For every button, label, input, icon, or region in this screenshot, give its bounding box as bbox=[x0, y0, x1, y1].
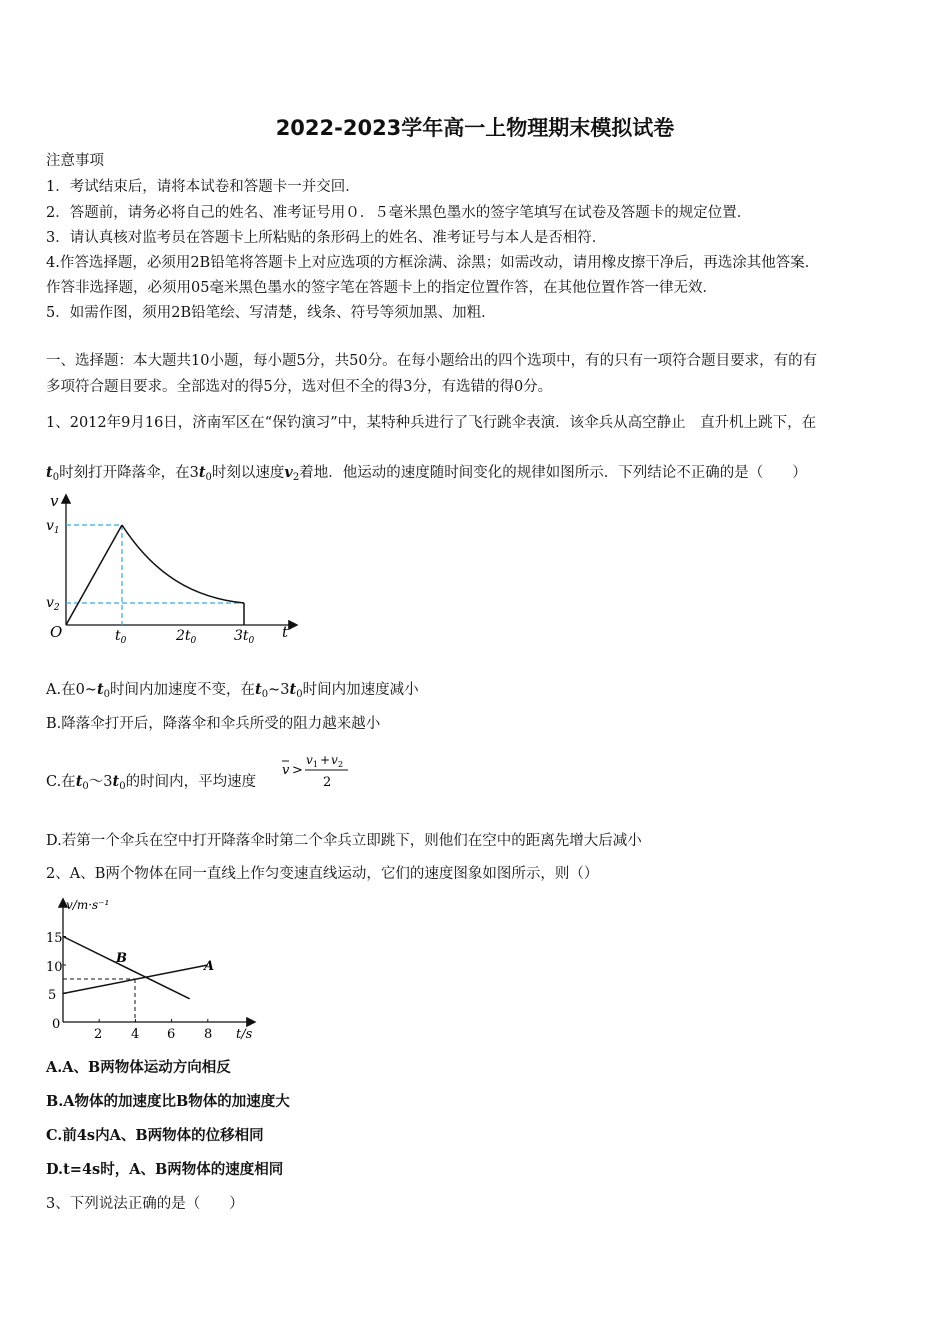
origin-label: O bbox=[50, 623, 63, 641]
tick-x-8: 8 bbox=[204, 1027, 213, 1042]
svg-text:>: > bbox=[292, 763, 303, 778]
svg-text:2: 2 bbox=[338, 760, 344, 769]
q2-option-a: A.A、B两物体运动方向相反 bbox=[46, 1059, 231, 1076]
notice-item: 5．如需作图，须用2B铅笔绘、写清楚，线条、符号等须加黑、加粗． bbox=[46, 305, 496, 321]
tick-2t0: $2t_0$ bbox=[176, 628, 197, 646]
decel-curve bbox=[122, 525, 244, 603]
q2-option-d: D.t=4s时，A、B两物体的速度相同 bbox=[46, 1161, 284, 1178]
q2-velocity-graph bbox=[44, 892, 264, 1042]
tick-y-0: 0 bbox=[52, 1017, 61, 1032]
series-label-a: A bbox=[204, 959, 215, 974]
notice-item: 2．答题前，请务必将自己的姓名、准考证号用０．５毫米黑色墨水的签字笔填写在试卷及答题卡的规定位置． bbox=[46, 205, 752, 221]
q2-stem: 2、A、B两个物体在同一直线上作匀变速直线运动，它们的速度图象如图所示，则（） bbox=[46, 866, 599, 882]
tick-x-2: 2 bbox=[94, 1027, 103, 1042]
notice-item: 作答非选择题，必须用05毫米黑色墨水的签字笔在答题卡上的指定位置作答，在其他位置作答一律无效． bbox=[46, 280, 717, 296]
svg-text:1: 1 bbox=[313, 760, 319, 769]
svg-text:+: + bbox=[320, 753, 331, 767]
tick-y-5: 5 bbox=[48, 988, 57, 1003]
tick-t0: $t_0$ bbox=[115, 628, 127, 646]
average-velocity-formula bbox=[280, 748, 360, 794]
page-title: 2022-2023学年高一上物理期末模拟试卷 bbox=[275, 116, 675, 140]
tick-y-15: 15 bbox=[46, 931, 63, 946]
q2-option-b: B.A物体的加速度比B物体的加速度大 bbox=[46, 1093, 290, 1110]
notice-heading: 注意事项 bbox=[46, 153, 104, 169]
q1-option-d: D.若第一个伞兵在空中打开降落伞时第二个伞兵立即跳下，则他们在空中的距离先增大后减小 bbox=[46, 833, 642, 849]
axis-label-t: t/s bbox=[236, 1027, 253, 1042]
section-heading-line1: 一、选择题：本大题共10小题，每小题5分，共50分。在每小题给出的四个选项中，有的只有一项符合题目要求，有的有 bbox=[46, 353, 818, 369]
section-heading-line2: 多项符合题目要求。全部选对的得5分，选对但不全的得3分，有选错的得0分。 bbox=[46, 379, 553, 395]
svg-text:2: 2 bbox=[323, 775, 332, 790]
q1-stem-line1: 1、2012年9月16日，济南军区在“保钓演习”中，某特种兵进行了飞行跳伞表演．该伞兵从高空静止 直升机上跳下，在 bbox=[46, 415, 817, 431]
q1-stem-line2: $t_0$时刻打开降落伞，在$3t_0$时刻以速度$v_2$着地．他运动的速度随时间变化的规律如图所示．下列结论不正确的是（ ） bbox=[46, 464, 807, 483]
tick-v2: $v_2$ bbox=[46, 595, 60, 613]
tick-3t0: $3t_0$ bbox=[234, 628, 255, 646]
svg-text:v: v bbox=[331, 753, 338, 767]
notice-item: 1．考试结束后，请将本试卷和答题卡一并交回． bbox=[46, 179, 360, 195]
axis-label-v: v/m·s⁻¹ bbox=[66, 898, 110, 912]
q3-stem: 3、下列说法正确的是（ ） bbox=[46, 1196, 244, 1212]
q2-option-c: C.前4s内A、B两物体的位移相同 bbox=[46, 1127, 264, 1144]
axis-label-v: v bbox=[50, 492, 59, 510]
q1-velocity-graph bbox=[44, 490, 304, 650]
svg-text:v: v bbox=[282, 763, 290, 778]
accel-segment bbox=[66, 525, 122, 625]
tick-x-4: 4 bbox=[131, 1027, 140, 1042]
notice-item: 3．请认真核对监考员在答题卡上所粘贴的条形码上的姓名、准考证号与本人是否相符． bbox=[46, 230, 607, 246]
tick-v1: $v_1$ bbox=[46, 518, 60, 536]
tick-x-6: 6 bbox=[167, 1027, 176, 1042]
series-label-b: B bbox=[116, 951, 127, 966]
q1-option-b: B.降落伞打开后，降落伞和伞兵所受的阻力越来越小 bbox=[46, 716, 381, 732]
q1-option-c: C.在$t_0\sim 3t_0$的时间内，平均速度 bbox=[46, 773, 257, 792]
notice-item: 4.作答选择题，必须用2B铅笔将答题卡上对应选项的方框涂满、涂黑；如需改动，请用橡皮擦干净后，再选涂其他答案． bbox=[46, 255, 820, 271]
q1-option-a: A.在$0\sim t_0$时间内加速度不变，在$t_0\sim 3t_0$时间内加速度减小 bbox=[46, 681, 419, 700]
axis-label-t: t bbox=[282, 623, 289, 641]
tick-y-10: 10 bbox=[46, 960, 63, 975]
svg-text:v: v bbox=[306, 753, 313, 767]
